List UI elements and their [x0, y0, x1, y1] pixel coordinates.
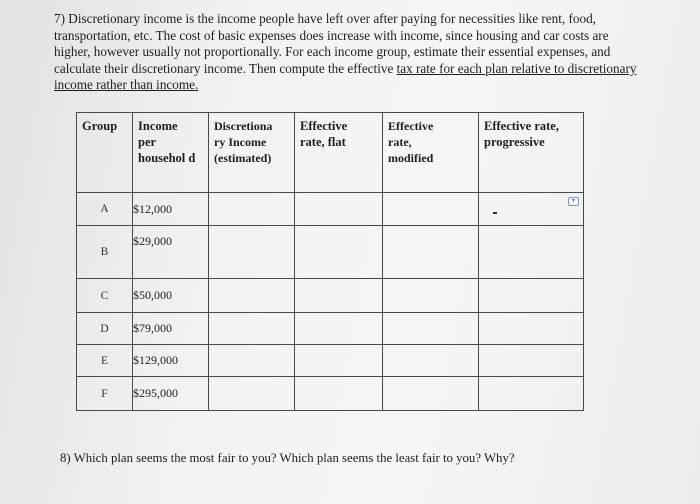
header-progressive [479, 113, 584, 193]
dropdown-icon[interactable]: ▾ [568, 197, 579, 206]
cell-flat[interactable] [295, 345, 383, 377]
header-modified-label: Effective rate, modified [388, 119, 434, 165]
table-row [77, 345, 584, 377]
table-row [77, 226, 584, 279]
question-7 [54, 11, 639, 94]
row-group: D [77, 313, 133, 345]
row-income: $295,000 [133, 377, 209, 411]
cell-progressive[interactable] [479, 193, 584, 226]
cell-flat[interactable] [295, 313, 383, 345]
header-group: Group [77, 113, 133, 193]
question-7-underlined-text: tax rate for each plan relative to discretionary income rather than income. [54, 60, 637, 93]
cell-modified[interactable] [383, 193, 479, 226]
header-income-label: Income per househol d [138, 119, 196, 165]
tax-rate-table [76, 112, 584, 411]
cell-modified[interactable] [383, 226, 479, 279]
table-row [77, 193, 584, 226]
question-7-text: Discretionary income is the income people have left over after paying for necessities like rent, food, transportation, etc. The cost of basic expenses does increase with income, since housing and car costs are higher, however usually not proportionally. For each income group, estimate their essential expenses, and calculate their discretionary income. Then compute the effective [54, 11, 611, 76]
cursor-mark [493, 212, 497, 214]
header-discretionary [209, 113, 295, 193]
header-flat [295, 113, 383, 193]
cell-modified[interactable] [383, 279, 479, 313]
table-row [77, 279, 584, 313]
cell-discretionary[interactable] [209, 279, 295, 313]
header-progressive-label: Effective rate, progressive [484, 119, 559, 149]
cell-progressive[interactable] [479, 226, 584, 279]
cell-discretionary[interactable] [209, 345, 295, 377]
row-group: A [77, 193, 133, 226]
header-discretionary-label: Discretiona ry Income (estimated) [214, 119, 273, 165]
table-row [77, 377, 584, 411]
cell-flat[interactable] [295, 226, 383, 279]
cell-discretionary[interactable] [209, 193, 295, 226]
cell-discretionary[interactable] [209, 226, 295, 279]
row-group: B [77, 226, 133, 279]
cell-modified[interactable] [383, 345, 479, 377]
cell-progressive[interactable] [479, 313, 584, 345]
cell-discretionary[interactable] [209, 377, 295, 411]
row-income [133, 226, 209, 279]
cell-discretionary[interactable] [209, 313, 295, 345]
cell-flat[interactable] [295, 279, 383, 313]
row-income: $12,000 [133, 193, 209, 226]
cell-progressive[interactable] [479, 345, 584, 377]
row-income: $129,000 [133, 345, 209, 377]
row-income: $50,000 [133, 279, 209, 313]
cell-modified[interactable] [383, 313, 479, 345]
table-header-row [77, 113, 584, 193]
row-group: E [77, 345, 133, 377]
cell-progressive[interactable] [479, 279, 584, 313]
row-group: C [77, 279, 133, 313]
cell-flat[interactable] [295, 193, 383, 226]
question-7-number: 7) [54, 11, 65, 26]
cell-flat[interactable] [295, 377, 383, 411]
row-income: $79,000 [133, 313, 209, 345]
question-8: 8) Which plan seems the most fair to you? Which plan seems the least fair to you? Why? [60, 451, 515, 465]
table-row [77, 313, 584, 345]
row-group: F [77, 377, 133, 411]
row-income-value: $29,000 [133, 234, 172, 248]
cell-modified[interactable] [383, 377, 479, 411]
header-income [133, 113, 209, 193]
header-flat-label: Effective rate, flat [300, 119, 348, 149]
cell-progressive[interactable] [479, 377, 584, 411]
header-modified [383, 113, 479, 193]
